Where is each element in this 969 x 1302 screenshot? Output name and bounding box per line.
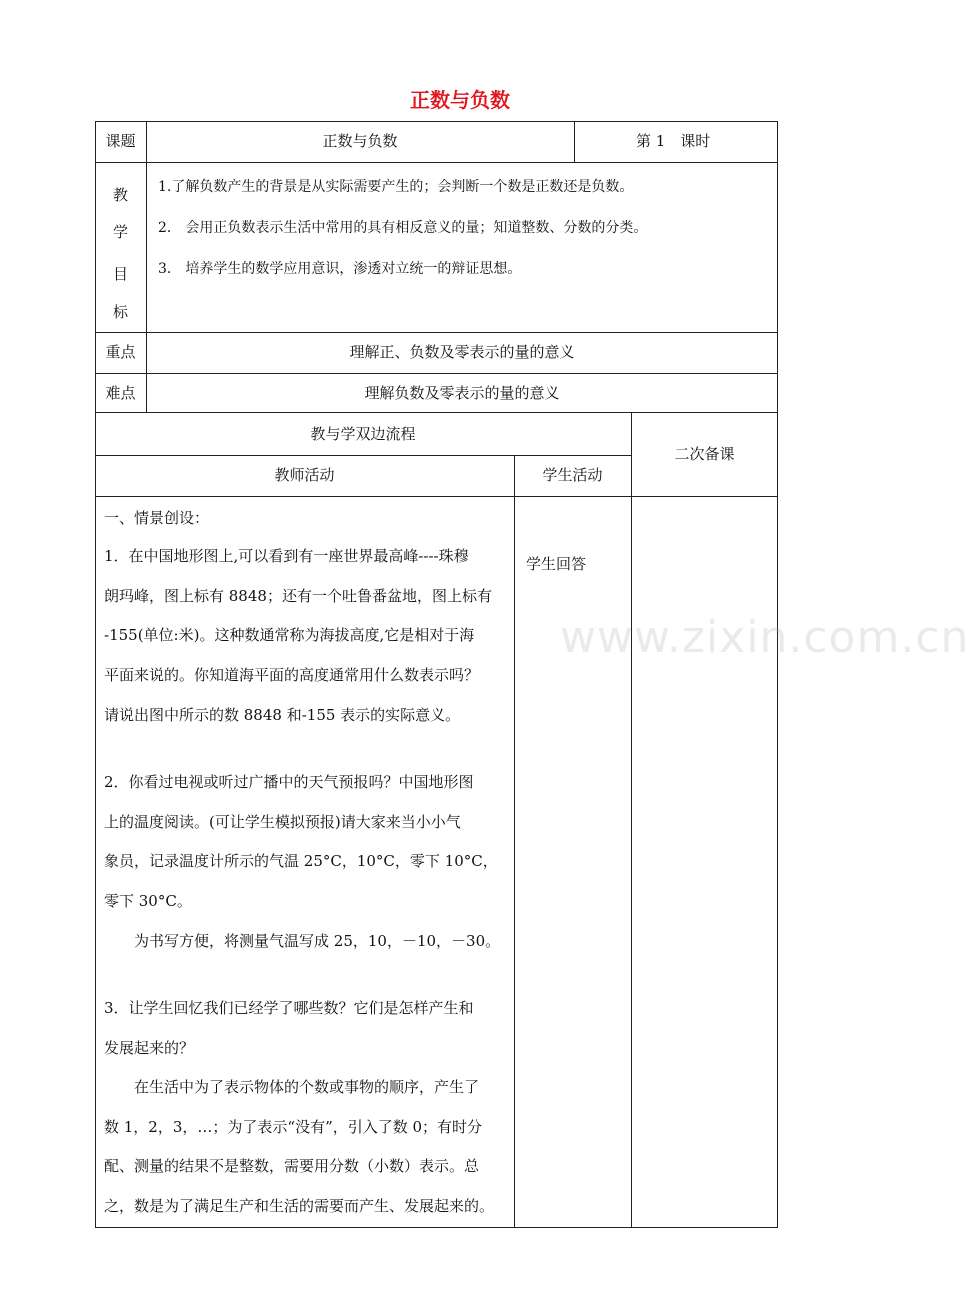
watermark: www.zixin.com.cn [560,612,969,663]
col-divider [514,455,515,1228]
document-title: 正数与负数 [410,88,510,112]
row-divider [95,373,778,374]
text-line: 请说出图中所示的数 8848 和-155 表示的实际意义。 [104,706,461,724]
key-point-text: 理解正、负数及零表示的量的意义 [349,343,575,361]
col-divider [631,412,632,1228]
text-line: -155(单位:米)。这种数通常称为海拔高度,它是相对于海 [104,626,475,644]
teacher-activity-heading: 教师活动 [274,466,335,484]
objectives-label-char: 教 [112,186,128,204]
text-line: 平面来说的。你知道海平面的高度通常用什么数表示吗？ [104,666,480,684]
text-line: 2．你看过电视或听过广播中的天气预报吗？中国地形图 [104,773,474,791]
section-heading: 一、情景创设： [104,509,210,527]
objectives-label-char: 目 [112,265,128,283]
objectives-label-char: 学 [112,223,128,241]
text-line: 象员，记录温度计所示的气温 25°C，10°C，零下 10°C， [104,852,498,870]
col-divider [146,121,147,413]
row-divider [95,162,778,163]
row-divider [95,496,778,497]
second-prep-heading: 二次备课 [674,445,735,463]
objectives-label-char: 标 [112,303,128,321]
row-divider [95,455,632,456]
lesson-count: 第 1 课时 [636,132,711,150]
process-heading: 教与学双边流程 [310,425,416,443]
student-activity-heading: 学生活动 [542,466,603,484]
text-line: 在生活中为了表示物体的个数或事物的顺序，产生了 [134,1078,480,1096]
text-line: 之，数是为了满足生产和生活的需要而产生、发展起来的。 [104,1197,495,1215]
objective-item: 2． 会用正负数表示生活中常用的具有相反意义的量；知道整数、分数的分类。 [158,220,648,236]
topic-value: 正数与负数 [322,132,398,150]
difficulty-text: 理解负数及零表示的量的意义 [364,384,560,402]
text-line: 朗玛峰，图上标有 8848；还有一个吐鲁番盆地，图上标有 [104,587,492,605]
text-line: 零下 30°C。 [104,892,192,910]
row-divider [95,332,778,333]
text-line: 数 1，2，3，…；为了表示“没有”，引入了数 0；有时分 [104,1118,483,1136]
text-line: 为书写方便，将测量气温写成 25，10，－10，－30。 [134,932,501,950]
objective-item: 1.了解负数产生的背景是从实际需要产生的；会判断一个数是正数还是负数。 [158,179,634,195]
col-divider [574,121,575,162]
text-line: 3．让学生回忆我们已经学了哪些数？它们是怎样产生和 [104,999,474,1017]
text-line: 发展起来的？ [104,1039,195,1057]
difficulty-label: 难点 [105,384,136,402]
topic-label: 课题 [105,132,136,150]
text-line: 1．在中国地形图上,可以看到有一座世界最高峰----珠穆 [104,547,469,565]
key-point-label: 重点 [105,343,136,361]
objective-item: 3． 培养学生的数学应用意识，渗透对立统一的辩证思想。 [158,261,522,277]
student-answer: 学生回答 [526,555,587,573]
text-line: 上的温度阅读。(可让学生模拟预报)请大家来当小小气 [104,813,461,831]
text-line: 配、测量的结果不是整数，需要用分数（小数）表示。总 [104,1157,480,1175]
